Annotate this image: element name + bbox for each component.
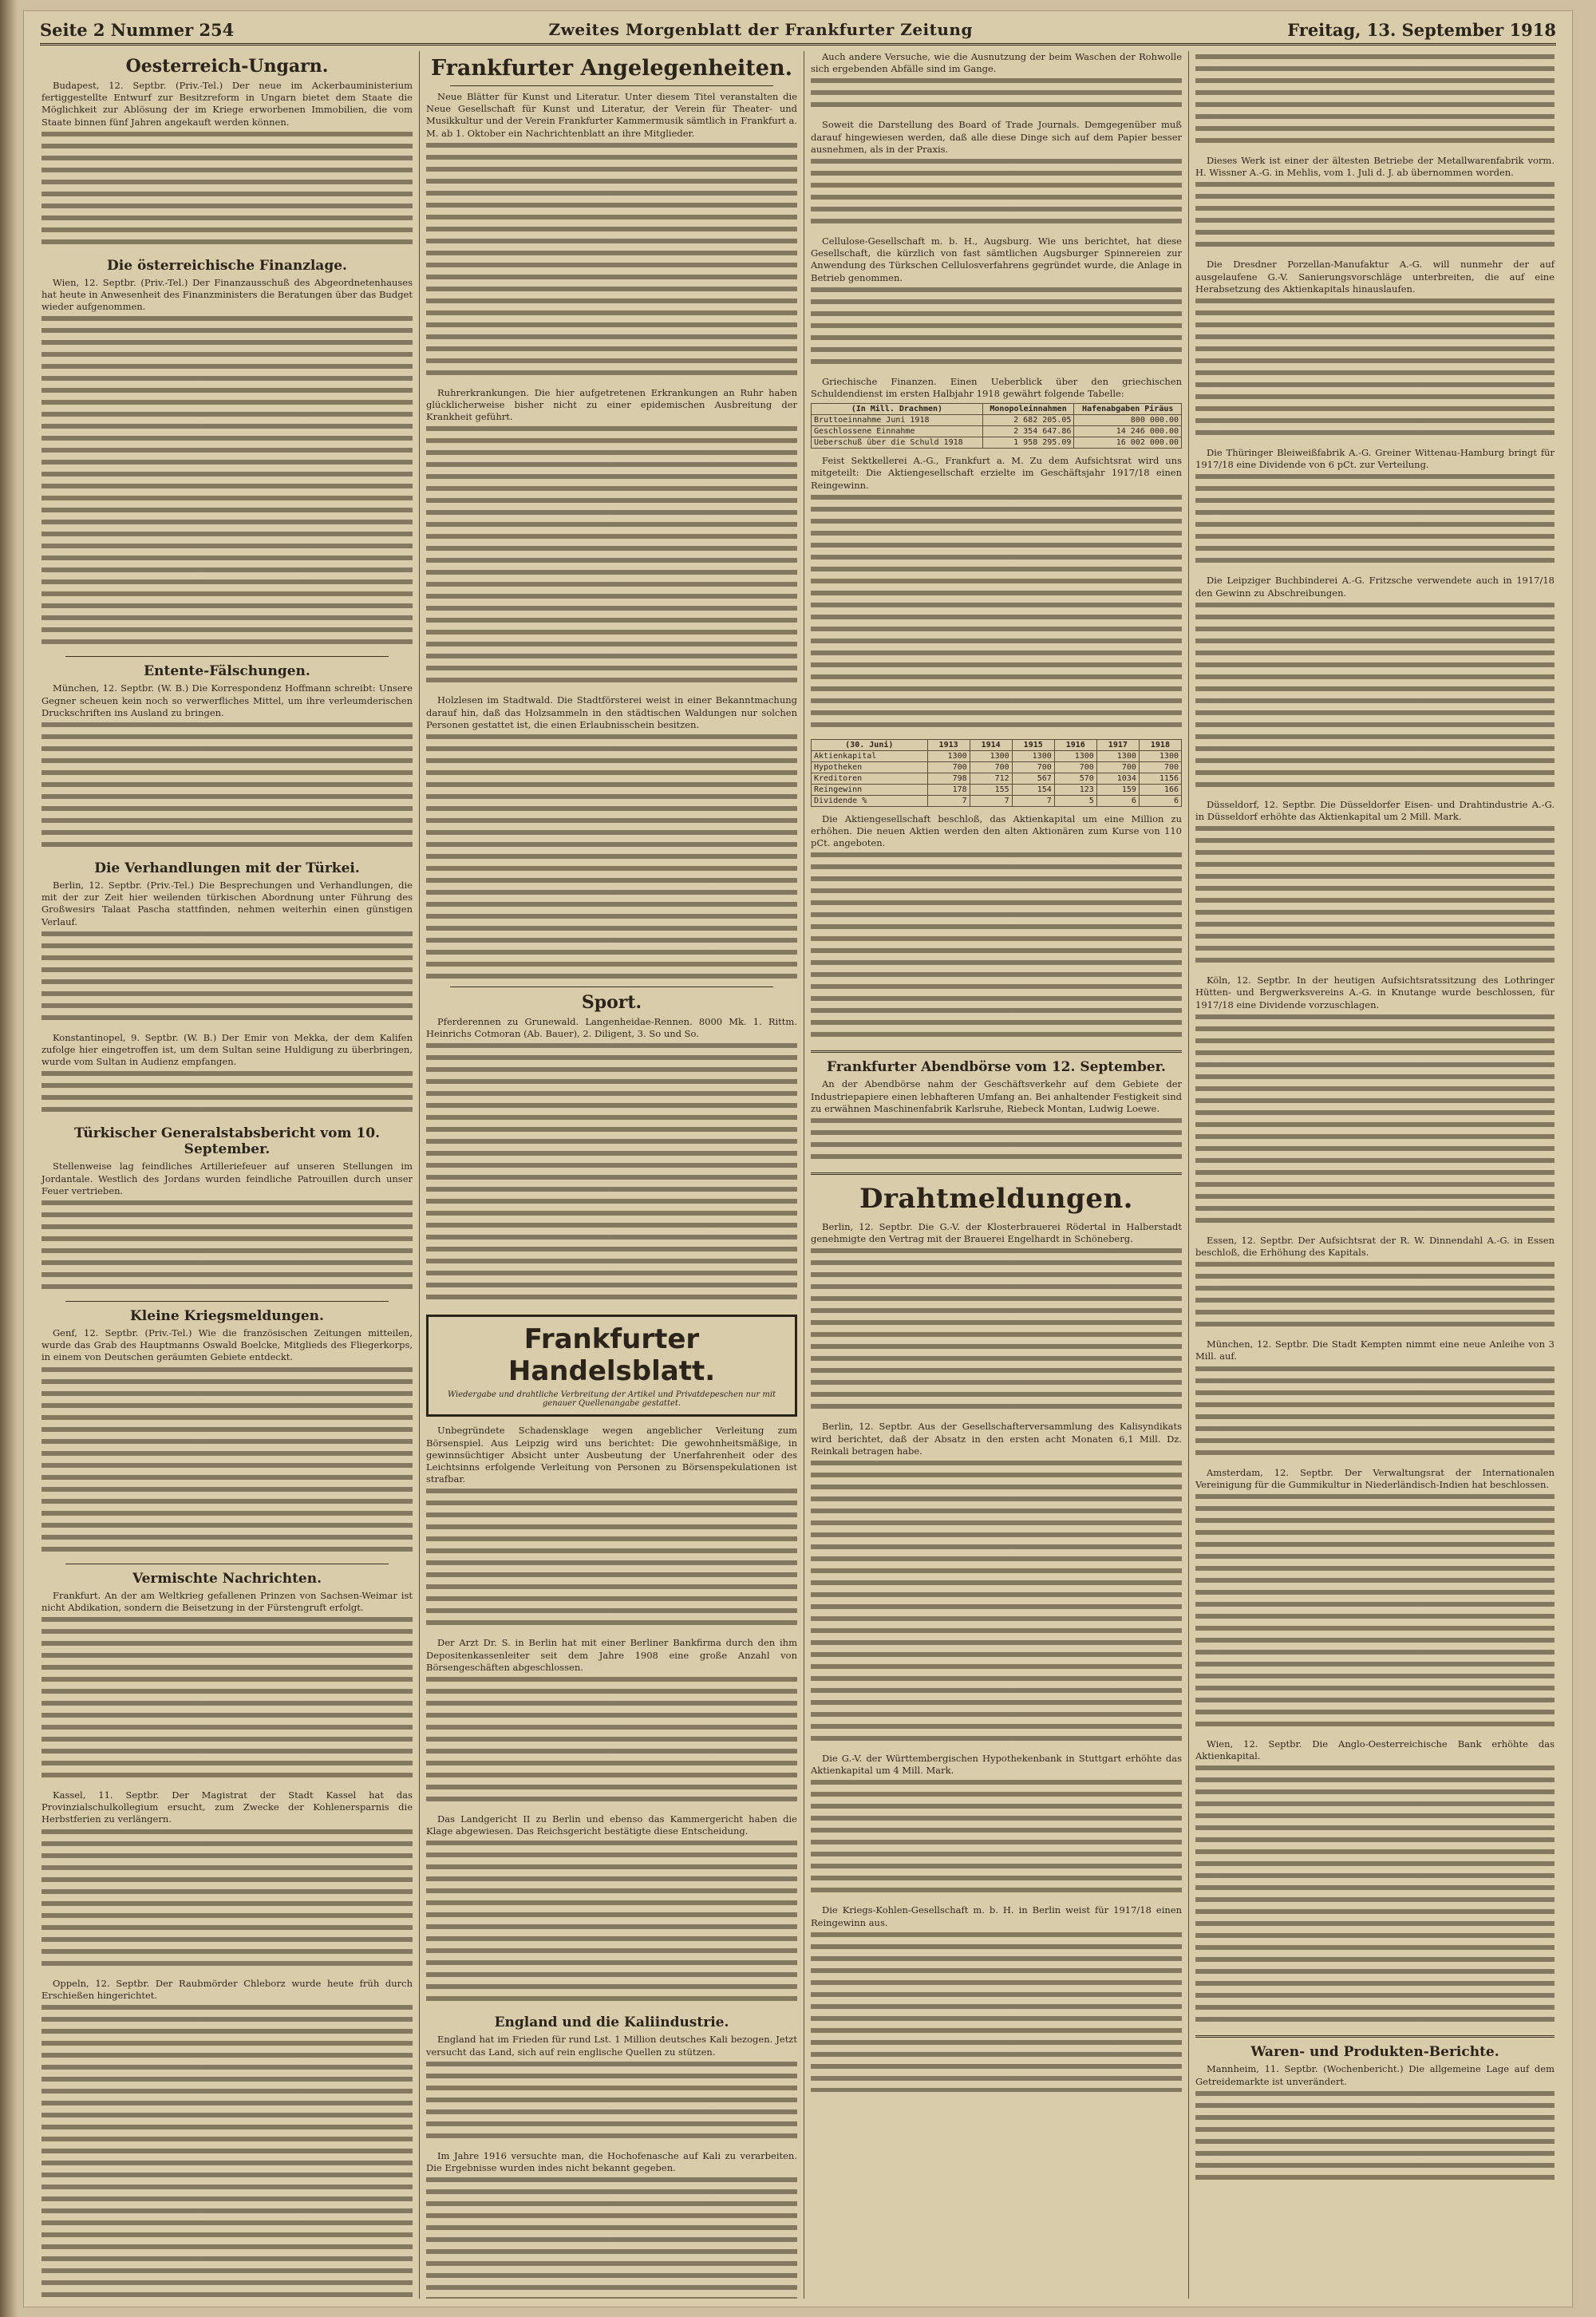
table-cell: 1300 <box>970 750 1012 761</box>
table-cell: Dividende % <box>812 795 928 806</box>
table-cell: 6 <box>1096 795 1139 806</box>
table-cell: 1300 <box>1096 750 1139 761</box>
table-cell: Reingewinn <box>812 784 928 795</box>
article-text: Cellulose-Gesellschaft m. b. H., Augsburg. Wie uns berichtet, hat diese Gesellschaft, die kürzlich von fast sämtlichen Augsburger Spinnereien zur Anwendung des Türkschen Cellulosverfahrens gegründet wurde, die Anlage in Betrieb genommen. <box>811 235 1182 283</box>
text-block <box>1195 54 1555 150</box>
article-text: Berlin, 12. Septbr. Die G.-V. der Klosterbrauerei Rödertal in Halberstadt genehmigte den Vertrag mit der Brauerei Engelhardt in Schöneberg. <box>811 1221 1182 1245</box>
article-text: Soweit die Darstellung des Board of Trade Journals. Demgegenüber muß darauf hingewiesen werden, daß alle diese Dinge sich auf dem Papier besser ausnehmen, als in der Praxis. <box>811 119 1182 155</box>
article-text: Oppeln, 12. Septbr. Der Raubmörder Chleborz wurde heute früh durch Erschießen hingerichtet. <box>41 1977 413 2001</box>
article-text: Neue Blätter für Kunst und Literatur. Unter diesem Titel veranstalten die Neue Gesellschaft für Kunst und Literatur, der Verein für Theater- und Musikkultur und der Verein Frankfurter Kammermusik sämtlich in Frankfurt a. M. ab 1. Oktober ein Nachrichtenblatt an ihre Mitglieder. <box>426 91 797 139</box>
table-header-cell: 1913 <box>927 739 970 750</box>
table-cell: 7 <box>927 795 970 806</box>
article-text: Das Landgericht II zu Berlin und ebenso das Kammergericht haben die Klage abgewiesen. Das Reichsgericht bestätigte diese Entscheidung. <box>426 1813 797 1837</box>
text-block <box>426 2062 797 2145</box>
table-cell: 1300 <box>927 750 970 761</box>
text-block <box>811 1118 1182 1166</box>
heading-kleine: Kleine Kriegsmeldungen. <box>130 1308 324 1325</box>
article-text: München, 12. Septbr. (W. B.) Die Korrespondenz Hoffmann schreibt: Unsere Gegner scheuen kein noch so verwerfliches Mittel, um ihre verleumderischen Druckschriften ins Ausland zu bringen. <box>41 682 413 718</box>
article-text: Kassel, 11. Septbr. Der Magistrat der Stadt Kassel hat das Provinzialschulkollegium ersucht, zum Zwecke der Kohlenersparnis die Herbstferien zu verlängern. <box>41 1789 413 1825</box>
heading-drahtmeldungen: Drahtmeldungen. <box>859 1183 1134 1216</box>
table-cell: Aktienkapital <box>812 750 928 761</box>
text-block <box>1195 2091 1555 2187</box>
text-block <box>426 426 797 690</box>
table-header-cell: 1917 <box>1096 739 1139 750</box>
table-cell: 1300 <box>1139 750 1181 761</box>
text-block <box>426 1677 797 1809</box>
table-cell: 712 <box>970 773 1012 784</box>
divider <box>811 1172 1182 1175</box>
text-block <box>426 1043 797 1307</box>
table-cell: 178 <box>927 784 970 795</box>
text-block <box>811 852 1182 1044</box>
table-header-cell: 1914 <box>970 739 1012 750</box>
divider <box>1195 2035 1555 2038</box>
table-row <box>812 773 1182 784</box>
table-row <box>812 761 1182 773</box>
table-cell: 700 <box>1096 761 1139 773</box>
text-block <box>41 1617 413 1785</box>
heading-finanzlage: Die österreichische Finanzlage. <box>107 257 347 274</box>
text-block <box>811 1932 1182 2092</box>
table-header-cell: Hafenabgaben Piräus <box>1074 404 1182 415</box>
greek-finance-table <box>811 403 1182 449</box>
article-text: Ruhrerkrankungen. Die hier aufgetretenen Erkrankungen an Ruhr haben glücklicherweise bisher nicht zu einer epidemischen Ausbreitung der Krankheit geführt. <box>426 386 797 423</box>
table-row <box>812 415 1182 426</box>
column-3 <box>804 51 1189 2299</box>
text-block <box>426 1841 797 2008</box>
text-block <box>41 132 413 251</box>
article-text: England hat im Frieden für rund Lst. 1 Million deutsches Kali bezogen. Jetzt versucht das Land, sich auf rein englische Quellen zu stützen. <box>426 2034 797 2058</box>
article-text: Budapest, 12. Septbr. (Priv.-Tel.) Der neue im Ackerbauministerium fertiggestellte Entwurf zur Besitzreform in Ungarn bietet dem Staate die Möglichkeit zur Ablösung der im Kriege erworbenen Immobilien, die vom Staate binnen fünf Jahren angekauft werden können. <box>41 80 413 128</box>
heading-entente: Entente-Fälschungen. <box>144 663 310 680</box>
text-block <box>811 1461 1182 1748</box>
table-cell: 1156 <box>1139 773 1181 784</box>
table-cell: 1300 <box>1012 750 1054 761</box>
text-block <box>41 1829 413 1973</box>
table-cell: 800 000.00 <box>1074 415 1182 426</box>
article-text: Frankfurt. An der am Weltkrieg gefallenen Prinzen von Sachsen-Weimar ist nicht Abdikation, sondern die Beisetzung in der Fürstengruft erfolgt. <box>41 1589 413 1613</box>
divider <box>450 85 773 86</box>
table-header-cell: (In Mill. Drachmen) <box>812 404 983 415</box>
article-text: Die Aktiengesellschaft beschloß, das Aktienkapital um eine Million zu erhöhen. Die neuen Aktien werden den alten Aktionären zum Kurse von 110 pCt. angeboten. <box>811 813 1182 849</box>
article-text: Dieses Werk ist einer der ältesten Betriebe der Metallwarenfabrik vorm. H. Wissner A.-G. in Mehlis, vom 1. Juli d. J. ab übernommen worden. <box>1195 155 1555 179</box>
text-block <box>426 1489 797 1632</box>
text-block <box>41 1071 413 1119</box>
article-text: Amsterdam, 12. Septbr. Der Verwaltungsrat der Internationalen Vereinigung für die Gummikultur in Niederländisch-Indien hat beschlossen. <box>1195 1466 1555 1490</box>
table-cell: Ueberschuß über die Schuld 1918 <box>812 437 983 449</box>
text-block <box>811 1248 1182 1416</box>
table-cell: 2 354 647.86 <box>982 426 1074 437</box>
table-cell: 14 246 000.00 <box>1074 426 1182 437</box>
divider <box>811 1050 1182 1053</box>
table-cell: Bruttoeinnahme Juni 1918 <box>812 415 983 426</box>
text-block <box>426 734 797 982</box>
feist-balance-table <box>811 739 1182 807</box>
article-text: Köln, 12. Septbr. In der heutigen Aufsichtsratssitzung des Lothringer Hütten- und Bergwerksvereins A.-G. in Knutange wurde beschlossen, für 1917/18 eine Dividende vorzuschlagen. <box>1195 975 1555 1010</box>
table-cell: Hypotheken <box>812 761 928 773</box>
columns <box>35 51 1561 2299</box>
book-binding <box>0 0 18 2317</box>
table-cell: 700 <box>970 761 1012 773</box>
table-cell: 1034 <box>1096 773 1139 784</box>
heading-abendboerse: Frankfurter Abendbörse vom 12. September. <box>827 1059 1166 1076</box>
article-text: München, 12. Septbr. Die Stadt Kempten nimmt eine neue Anleihe von 3 Mill. auf. <box>1195 1338 1555 1362</box>
heading-frankfurter-angelegenheiten: Frankfurter Angelegenheiten. <box>430 56 792 81</box>
article-text: Der Arzt Dr. S. in Berlin hat mit einer Berliner Bankfirma durch den ihm Depositenkassenleiter seit dem Jahre 1908 eine große Anzahl von Börsengeschäften abgeschlossen. <box>426 1637 797 1673</box>
table-cell: 798 <box>927 773 970 784</box>
column-4 <box>1189 51 1561 2299</box>
table-cell: 570 <box>1054 773 1096 784</box>
article-text: Unbegründete Schadensklage wegen angeblicher Verleitung zum Börsenspiel. Aus Leipzig wird uns berichtet: Die gewohnheitsmäßige, in gewinnsüchtiger Absicht unter Ausbeutung der Unerfahrenheit oder des Leichtsinns erfolgende Verleitung von Personen zu Börsenspekulationen ist strafbar. <box>426 1425 797 1485</box>
article-text: Mannheim, 11. Septbr. (Wochenbericht.) Die allgemeine Lage auf dem Getreidemarkte ist unverändert. <box>1195 2063 1555 2087</box>
table-cell: 6 <box>1139 795 1181 806</box>
text-block <box>1195 826 1555 970</box>
text-block <box>811 287 1182 371</box>
table-header-cell: (30. Juni) <box>812 739 928 750</box>
heading-waren: Waren- und Produkten-Berichte. <box>1250 2044 1499 2061</box>
table-row <box>812 795 1182 806</box>
article-text: Berlin, 12. Septbr. (Priv.-Tel.) Die Besprechungen und Verhandlungen, die mit der zur Zeit hier weilenden türkischen Abordnung unter Führung des Großwesirs Talaat Pascha stattfinden, nehmen weiterhin einen günstigen Verlauf. <box>41 880 413 927</box>
masthead <box>40 16 1556 45</box>
column-1 <box>35 51 420 2299</box>
table-cell: 567 <box>1012 773 1054 784</box>
table-row <box>812 750 1182 761</box>
text-block <box>1195 1494 1555 1734</box>
article-text: Holzlesen im Stadtwald. Die Stadtförsterei weist in einer Bekanntmachung darauf hin, daß das Holzsammeln in den städtischen Waldungen nur solchen Personen gestattet ist, die einen Erlaubnisschein besitzen. <box>426 694 797 730</box>
article-text: Wien, 12. Septbr. Die Anglo-Oesterreichische Bank erhöhte das Aktienkapital. <box>1195 1738 1555 1762</box>
article-text: Berlin, 12. Septbr. Aus der Gesellschafterversammlung des Kalisyndikats wird berichtet, daß der Absatz in den ersten acht Monaten 6,1 Mill. Dz. Reinkali betragen habe. <box>811 1421 1182 1457</box>
text-block <box>41 2005 413 2299</box>
divider <box>65 656 389 657</box>
article-text: Konstantinopel, 9. Septbr. (W. B.) Der Emir von Mekka, der dem Kalifen zufolge hier eingetroffen ist, um dem Sultan seine Huldigung zu überbringen, wurde vom Sultan in Audienz empfangen. <box>41 1031 413 1068</box>
text-block <box>41 1367 413 1559</box>
text-block <box>41 722 413 854</box>
article-text: Wien, 12. Septbr. (Priv.-Tel.) Der Finanzausschuß des Abgeordnetenhauses hat heute in Anwesenheit des Finanzministers die Beratungen über das Budget wieder aufgenommen. <box>41 276 413 313</box>
table-row <box>812 784 1182 795</box>
table-cell: 700 <box>1054 761 1096 773</box>
table-cell: 123 <box>1054 784 1096 795</box>
article-text: Die Thüringer Bleiweißfabrik A.-G. Greiner Wittenau-Hamburg bringt für 1917/18 eine Dividende von 6 pCt. zur Verteilung. <box>1195 447 1555 471</box>
table-cell: 16 002 000.00 <box>1074 437 1182 449</box>
table-row <box>812 437 1182 449</box>
article-text: Die G.-V. der Württembergischen Hypothekenbank in Stuttgart erhöhte das Aktienkapital um 4 Mill. Mark. <box>811 1753 1182 1777</box>
text-block <box>426 2177 797 2299</box>
table-cell: 700 <box>1012 761 1054 773</box>
handelsblatt-title: Frankfurter Handelsblatt. <box>508 1323 716 1388</box>
table-header-cell: 1918 <box>1139 739 1181 750</box>
text-block <box>1195 474 1555 570</box>
heading-tuerkei: Die Verhandlungen mit der Türkei. <box>94 860 360 877</box>
text-block <box>811 1780 1182 1900</box>
text-block <box>811 159 1182 231</box>
text-block <box>426 143 797 382</box>
masthead-title: Zweites Morgenblatt der Frankfurter Zeitung <box>548 20 973 39</box>
article-text: Die Dresdner Porzellan-Manufaktur A.-G. will nunmehr der auf ausgelaufene G.-V. Sanierungsvorschläge unterbreiten, die auf eine Herabsetzung des Aktienkapitals hinauslaufen. <box>1195 259 1555 295</box>
table-cell: Kreditoren <box>812 773 928 784</box>
table-header-cell: 1916 <box>1054 739 1096 750</box>
table-cell: 5 <box>1054 795 1096 806</box>
text-block <box>1195 182 1555 254</box>
heading-england-kali: England und die Kaliindustrie. <box>494 2015 729 2031</box>
table-cell: 1 958 295.09 <box>982 437 1074 449</box>
heading-tuerk-bericht: Türkischer Generalstabsbericht vom 10. September. <box>74 1125 380 1158</box>
article-text: Im Jahre 1916 versuchte man, die Hochofenasche auf Kali zu verarbeiten. Die Ergebnisse wurden indes nicht bekannt gegeben. <box>426 2149 797 2174</box>
text-block <box>811 78 1182 114</box>
heading-sport: Sport. <box>581 992 642 1014</box>
text-block <box>1195 603 1555 794</box>
article-text: Die Kriegs-Kohlen-Gesellschaft m. b. H. in Berlin weist für 1917/18 einen Reingewinn aus. <box>811 1904 1182 1928</box>
heading-oesterreich: Oesterreich-Ungarn. <box>125 56 329 77</box>
table-header-cell: 1915 <box>1012 739 1054 750</box>
table-cell: 166 <box>1139 784 1181 795</box>
text-block <box>41 931 413 1027</box>
table-header-row <box>812 739 1182 750</box>
text-block <box>1195 299 1555 442</box>
table-cell: 154 <box>1012 784 1054 795</box>
text-block <box>1195 1765 1555 2029</box>
text-block <box>811 495 1182 734</box>
article-text: Stellenweise lag feindliches Artilleriefeuer auf unseren Stellungen im Jordantale. Westlich des Jordans wurden feindliche Patrouillen durch unser Feuer vertrieben. <box>41 1160 413 1196</box>
heading-vermischte: Vermischte Nachrichten. <box>132 1570 322 1587</box>
article-text: Griechische Finanzen. Einen Ueberblick über den griechischen Schuldendienst im ersten Halbjahr 1918 gewährt folgende Tabelle: <box>811 375 1182 400</box>
article-text: Essen, 12. Septbr. Der Aufsichtsrat der R. W. Dinnendahl A.-G. in Essen beschloß, die Erhöhung des Kapitals. <box>1195 1234 1555 1259</box>
table-header-cell: Monopoleinnahmen <box>982 404 1074 415</box>
article-text: Feist Sektkellerei A.-G., Frankfurt a. M. Zu dem Aufsichtsrat wird uns mitgeteilt: Die Aktiengesellschaft erzielte im Geschäftsjahr 1917/18 einen Reingewinn. <box>811 455 1182 491</box>
newspaper-page <box>24 11 1572 2307</box>
divider <box>65 1301 389 1302</box>
table-cell: 700 <box>1139 761 1181 773</box>
article-text: Die Leipziger Buchbinderei A.-G. Fritzsche verwendete auch in 1917/18 den Gewinn zu Abschreibungen. <box>1195 575 1555 599</box>
table-cell: 7 <box>970 795 1012 806</box>
table-cell: 7 <box>1012 795 1054 806</box>
text-block <box>1195 1366 1555 1462</box>
text-block <box>41 316 413 651</box>
table-cell: 1300 <box>1054 750 1096 761</box>
table-cell: 155 <box>970 784 1012 795</box>
table-cell: 2 682 205.05 <box>982 415 1074 426</box>
table-header-row <box>812 404 1182 415</box>
masthead-date: Freitag, 13. September 1918 <box>1287 19 1556 40</box>
article-text: Pferderennen zu Grunewald. Langenheidae-Rennen. 8000 Mk. 1. Rittm. Heinrichs Cotmoran (Ab. Bauer), 2. Diligent, 3. So und So. <box>426 1016 797 1040</box>
table-row <box>812 426 1182 437</box>
handelsblatt-banner <box>426 1315 797 1417</box>
text-block <box>1195 1014 1555 1230</box>
article-text: An der Abendbörse nahm der Geschäftsverkehr auf dem Gebiete der Industriepapiere einen lebhafteren Umfang an. Bei anhaltender Festigkeit sind zu erwähnen Maschinenfabrik Karlsruhe, Riebeck Montan, Ludwig Loewe. <box>811 1078 1182 1114</box>
handelsblatt-note: Wiedergabe und drahtliche Verbreitung der Artikel und Privatdepeschen nur mit genauer Quellenangabe gestattet. <box>447 1390 776 1409</box>
column-2 <box>420 51 804 2299</box>
text-block <box>41 1200 413 1296</box>
text-block <box>1195 1262 1555 1334</box>
table-cell: Geschlossene Einnahme <box>812 426 983 437</box>
masthead-page-number: Seite 2 Nummer 254 <box>40 19 235 40</box>
article-text: Düsseldorf, 12. Septbr. Die Düsseldorfer Eisen- und Drahtindustrie A.-G. in Düsseldorf erhöhte das Aktienkapital um 2 Mill. Mark. <box>1195 798 1555 823</box>
table-cell: 159 <box>1096 784 1139 795</box>
article-text: Auch andere Versuche, wie die Ausnutzung der beim Waschen der Rohwolle sich ergebenden Abfälle sind im Gange. <box>811 51 1182 75</box>
table-cell: 700 <box>927 761 970 773</box>
article-text: Genf, 12. Septbr. (Priv.-Tel.) Wie die französischen Zeitungen mitteilen, wurde das Grab des Hauptmanns Oswald Boelcke, Mitglieds des Fliegerkorps, in einem von Deutschen geräumten Gebiete entdeckt. <box>41 1327 413 1363</box>
